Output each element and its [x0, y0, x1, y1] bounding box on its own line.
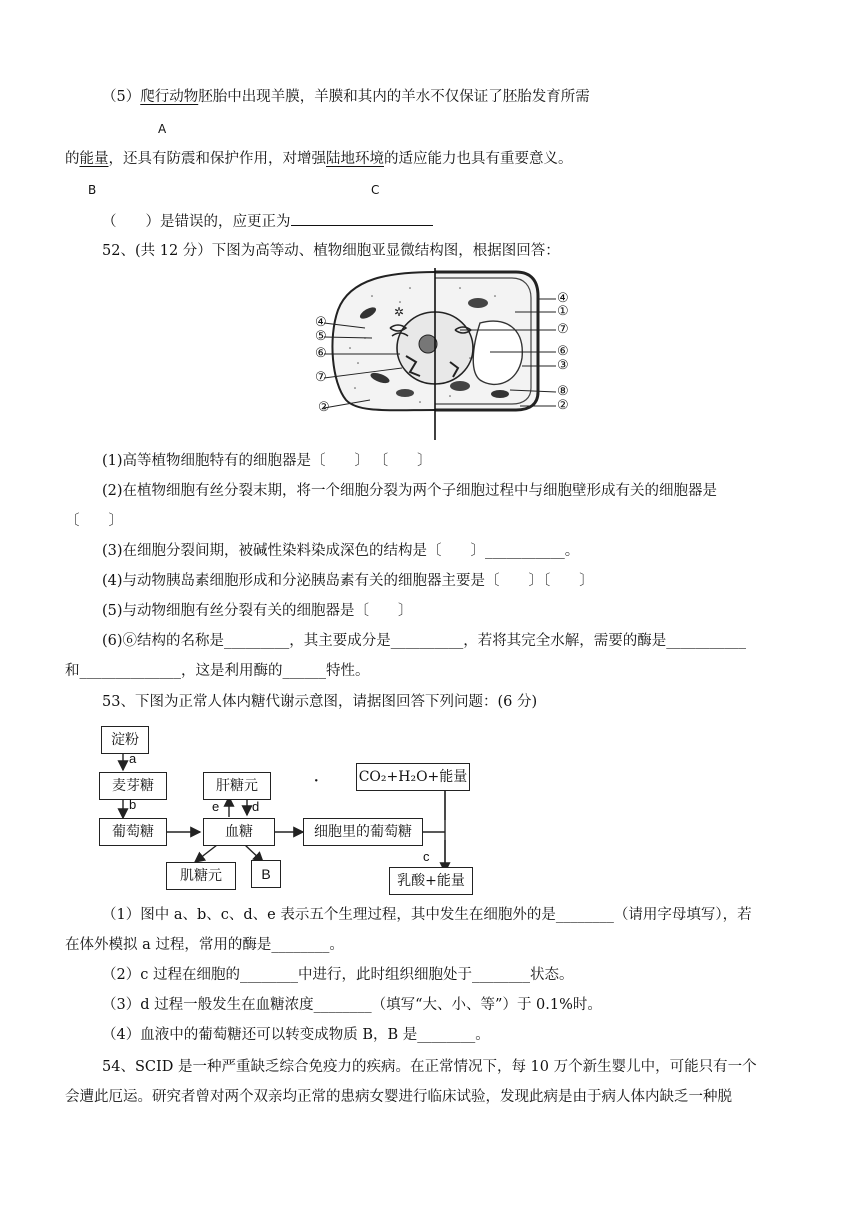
q53-sub1a: （1）图中 a、b、c、d、e 表示五个生理过程，其中发生在细胞外的是________（请用字母填写），若 — [102, 907, 752, 923]
q53-sub2: （2）c 过程在细胞的________中进行，此时组织细胞处于________状态。 — [102, 967, 574, 983]
q52-sub1: (1)高等植物细胞特有的细胞器是〔 〕 〔 〕 — [102, 453, 432, 469]
right-label-5: ③ — [557, 358, 569, 373]
left-label-1: ④ — [315, 315, 327, 330]
q51-mark-a: A — [158, 122, 167, 136]
right-label-7: ② — [557, 398, 569, 413]
right-label-2: ① — [557, 304, 569, 319]
box-cell-glucose: 细胞里的葡萄糖 — [303, 818, 423, 846]
q54-line2: 会遭此厄运。研究者曾对两个双亲均正常的患病女婴进行临床试验，发现此病是由于病人体内缺乏一种脱 — [65, 1089, 732, 1105]
cell-structure-diagram — [310, 268, 574, 440]
arrow-label-d: d — [252, 799, 260, 814]
left-label-4: ⑦ — [315, 370, 327, 385]
q51-underline-b: 能量 — [79, 151, 109, 167]
box-glucose: 葡萄糖 — [99, 818, 167, 846]
box-lactic-energy: 乳酸+能量 — [389, 867, 473, 895]
mitochondrion — [491, 390, 509, 398]
q54-line1: 54、SCID 是一种严重缺乏综合免疫力的疾病。在正常情况下，每 10 万个新生婴儿中，可能只有一个 — [102, 1059, 757, 1075]
q51-line2-prefix: 的 — [65, 151, 80, 167]
q52-sub6a: (6)⑥结构的名称是_________，其主要成分是__________，若将其完全水解，需要的酶是___________ — [102, 633, 747, 649]
arrow-label-e: e — [212, 799, 220, 814]
right-label-4: ⑥ — [557, 344, 569, 359]
svg-text:✲: ✲ — [394, 305, 405, 319]
q52-sub5: (5)与动物细胞有丝分裂有关的细胞器是〔 〕 — [102, 603, 413, 619]
box-b: B — [251, 860, 281, 888]
q53-sub3: （3）d 过程一般发生在血糖浓度________（填写“大、小、等”）于 0.1%时。 — [102, 997, 602, 1013]
q51-line1 — [102, 87, 590, 107]
q51-underline-a: 爬行动物 — [140, 89, 199, 105]
q51-line2-mid: ，还具有防震和保护作用，对增强 — [108, 151, 326, 167]
q51-mark-b: B — [88, 183, 97, 197]
chloroplast — [468, 298, 488, 308]
diagram-dot: · — [314, 774, 319, 789]
arrow-label-c: c — [423, 849, 430, 864]
q52-sub3: (3)在细胞分裂间期，被碱性染料染成深色的结构是〔 〕___________。 — [102, 543, 580, 559]
mitochondrion — [396, 389, 414, 397]
left-label-2: ⑤ — [315, 329, 327, 344]
q51-line2-rest: 的适应能力也具有重要意义。 — [384, 151, 573, 167]
box-blood-sugar: 血糖 — [203, 818, 275, 846]
right-label-1: ④ — [557, 291, 569, 306]
q52-sub6b: 和______________，这是利用酶的______特性。 — [65, 663, 370, 679]
q52-sub2a: (2)在植物细胞有丝分裂末期，将一个细胞分裂为两个子细胞过程中与细胞壁形成有关的细胞器是 — [102, 483, 718, 499]
q52-sub2b: 〔 〕 — [65, 513, 123, 529]
box-maltose: 麦芽糖 — [99, 772, 167, 800]
right-label-6: ⑧ — [557, 384, 569, 399]
q51-line1-rest: 胚胎中出现羊膜，羊膜和其内的羊水不仅保证了胚胎发育所需 — [198, 89, 590, 105]
q51-underline-c: 陆地环境 — [326, 151, 384, 167]
q53-sub4: （4）血液中的葡萄糖还可以转变成物质 B，B 是________。 — [102, 1027, 490, 1043]
left-label-5: ② — [318, 400, 330, 415]
q51-line3-text: （ ）是错误的，应更正为 — [102, 214, 291, 230]
q53-sub1b: 在体外模拟 a 过程，常用的酶是________。 — [65, 937, 344, 953]
q52-sub4: (4)与动物胰岛素细胞形成和分泌胰岛素有关的细胞器主要是〔 〕〔 〕 — [102, 573, 594, 589]
q51-mark-c: C — [371, 183, 380, 197]
arrow-label-b: b — [129, 797, 137, 812]
vacuole — [473, 321, 522, 384]
right-label-3: ⑦ — [557, 322, 569, 337]
box-co2-h2o-energy: CO₂+H₂O+能量 — [356, 763, 470, 791]
q51-line3 — [102, 211, 433, 232]
q52-title: 52、(共 12 分）下图为高等动、植物细胞亚显微结构图，根据图回答： — [102, 243, 560, 259]
q53-title: 53、下图为正常人体内糖代谢示意图，请据图回答下列问题：(6 分) — [102, 694, 538, 710]
answer-blank[interactable] — [291, 211, 433, 226]
left-label-3: ⑥ — [315, 346, 327, 361]
box-liver-glycogen: 肝糖元 — [203, 772, 271, 800]
q51-line1-prefix: （5） — [102, 89, 141, 105]
chloroplast — [450, 381, 470, 391]
arrow-label-a: a — [129, 751, 137, 766]
box-muscle-glycogen: 肌糖元 — [166, 862, 236, 890]
q51-line2 — [65, 149, 573, 169]
box-starch: 淀粉 — [101, 726, 149, 754]
